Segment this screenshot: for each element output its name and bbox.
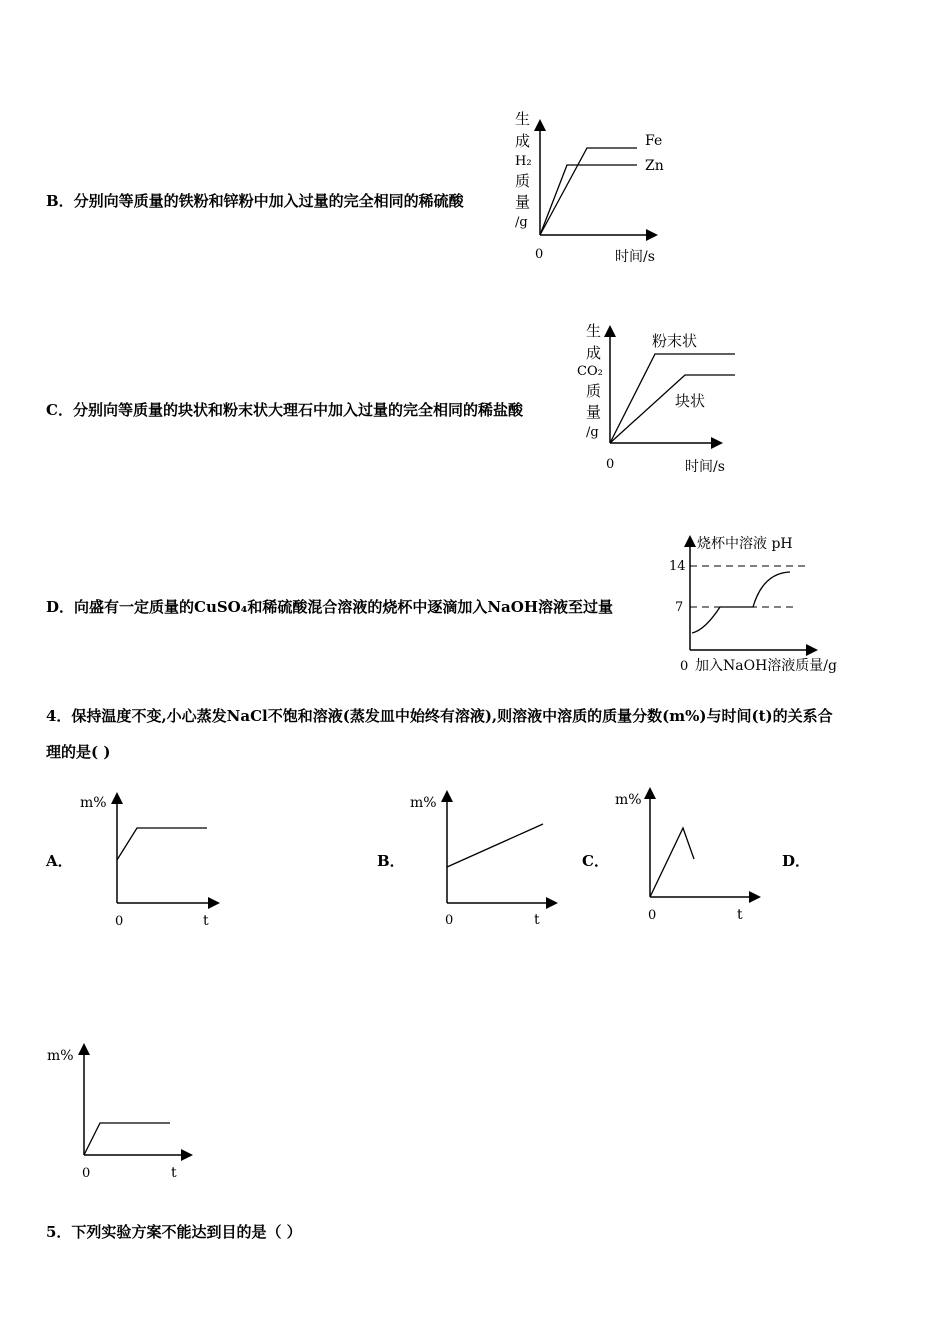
origin-label: 0 [680, 659, 689, 674]
series-powder-label: 粉末状 [652, 332, 698, 350]
ylabel: 烧杯中溶液 pH [697, 536, 793, 552]
series-powder-line [610, 354, 735, 443]
ylabel-line: 成 [586, 344, 602, 362]
ylabel-line: /g [515, 215, 528, 230]
series-fe-label: Fe [645, 133, 663, 149]
ylabel: m% [47, 1048, 74, 1064]
curve [650, 828, 694, 897]
ylabel: m% [80, 795, 107, 811]
curve [84, 1123, 170, 1155]
ylabel: m% [410, 795, 437, 811]
xlabel: t [534, 912, 540, 928]
q4-option-d-label: D． [782, 852, 811, 870]
origin-label: 0 [445, 913, 454, 928]
ylabel-line: 成 [515, 132, 531, 150]
option-b-text: B．分别向等质量的铁粉和锌粉中加入过量的完全相同的稀硫酸 [46, 192, 464, 210]
series-block-label: 块状 [675, 392, 706, 410]
tick-7: 7 [675, 600, 684, 615]
q4-graph-c [610, 780, 770, 925]
ylabel-line: CO₂ [577, 364, 603, 379]
ph-curve [692, 572, 790, 633]
xlabel: 时间/s [615, 249, 655, 265]
xlabel: 时间/s [685, 459, 725, 475]
q4-graph-a [75, 785, 235, 930]
xlabel: t [203, 913, 209, 929]
xlabel: 加入NaOH溶液质量/g [695, 658, 837, 674]
q5-text: 5．下列实验方案不能达到目的是（ ） [46, 1223, 302, 1241]
q4-option-b-label: B． [377, 852, 405, 870]
origin-label: 0 [648, 908, 657, 923]
q4-text-line2: 理的是( ) [46, 743, 111, 761]
q4-option-c-label: C． [582, 852, 609, 870]
origin-label: 0 [535, 247, 544, 262]
q4-text-line1: 4．保持温度不变,小心蒸发NaCl不饱和溶液(蒸发皿中始终有溶液),则溶液中溶质的质量分数(m%)与时间(t)的关系合 [46, 707, 833, 725]
q4-graph-d [42, 1038, 207, 1183]
q4-graph-b [405, 783, 570, 928]
graph-b [505, 110, 675, 270]
curve [117, 828, 207, 860]
q4-option-a-label: A． [46, 852, 73, 870]
ylabel-line: 量 [515, 193, 531, 211]
series-zn-label: Zn [645, 158, 664, 174]
ylabel-line: 生 [515, 110, 531, 128]
ylabel-line: 质 [586, 382, 602, 400]
curve [447, 824, 543, 867]
xlabel: t [171, 1165, 177, 1181]
ylabel: m% [615, 792, 642, 808]
series-block-line [610, 375, 735, 443]
ylabel-line: 生 [586, 322, 602, 340]
ylabel-line: /g [586, 425, 599, 440]
graph-c [575, 318, 775, 483]
ylabel-line: 质 [515, 172, 531, 190]
series-zn-line [540, 165, 637, 235]
origin-label: 0 [606, 457, 615, 472]
xlabel: t [737, 907, 743, 923]
graph-d [665, 530, 860, 680]
ylabel-line: H₂ [515, 154, 532, 169]
option-d-text: D．向盛有一定质量的CuSO₄和稀硫酸混合溶液的烧杯中逐滴加入NaOH溶液至过量 [46, 598, 613, 616]
origin-label: 0 [82, 1166, 91, 1181]
ylabel-line: 量 [586, 403, 602, 421]
option-c-text: C．分别向等质量的块状和粉末状大理石中加入过量的完全相同的稀盐酸 [46, 401, 523, 419]
series-fe-line [540, 148, 637, 235]
origin-label: 0 [115, 914, 124, 929]
tick-14: 14 [669, 559, 686, 574]
